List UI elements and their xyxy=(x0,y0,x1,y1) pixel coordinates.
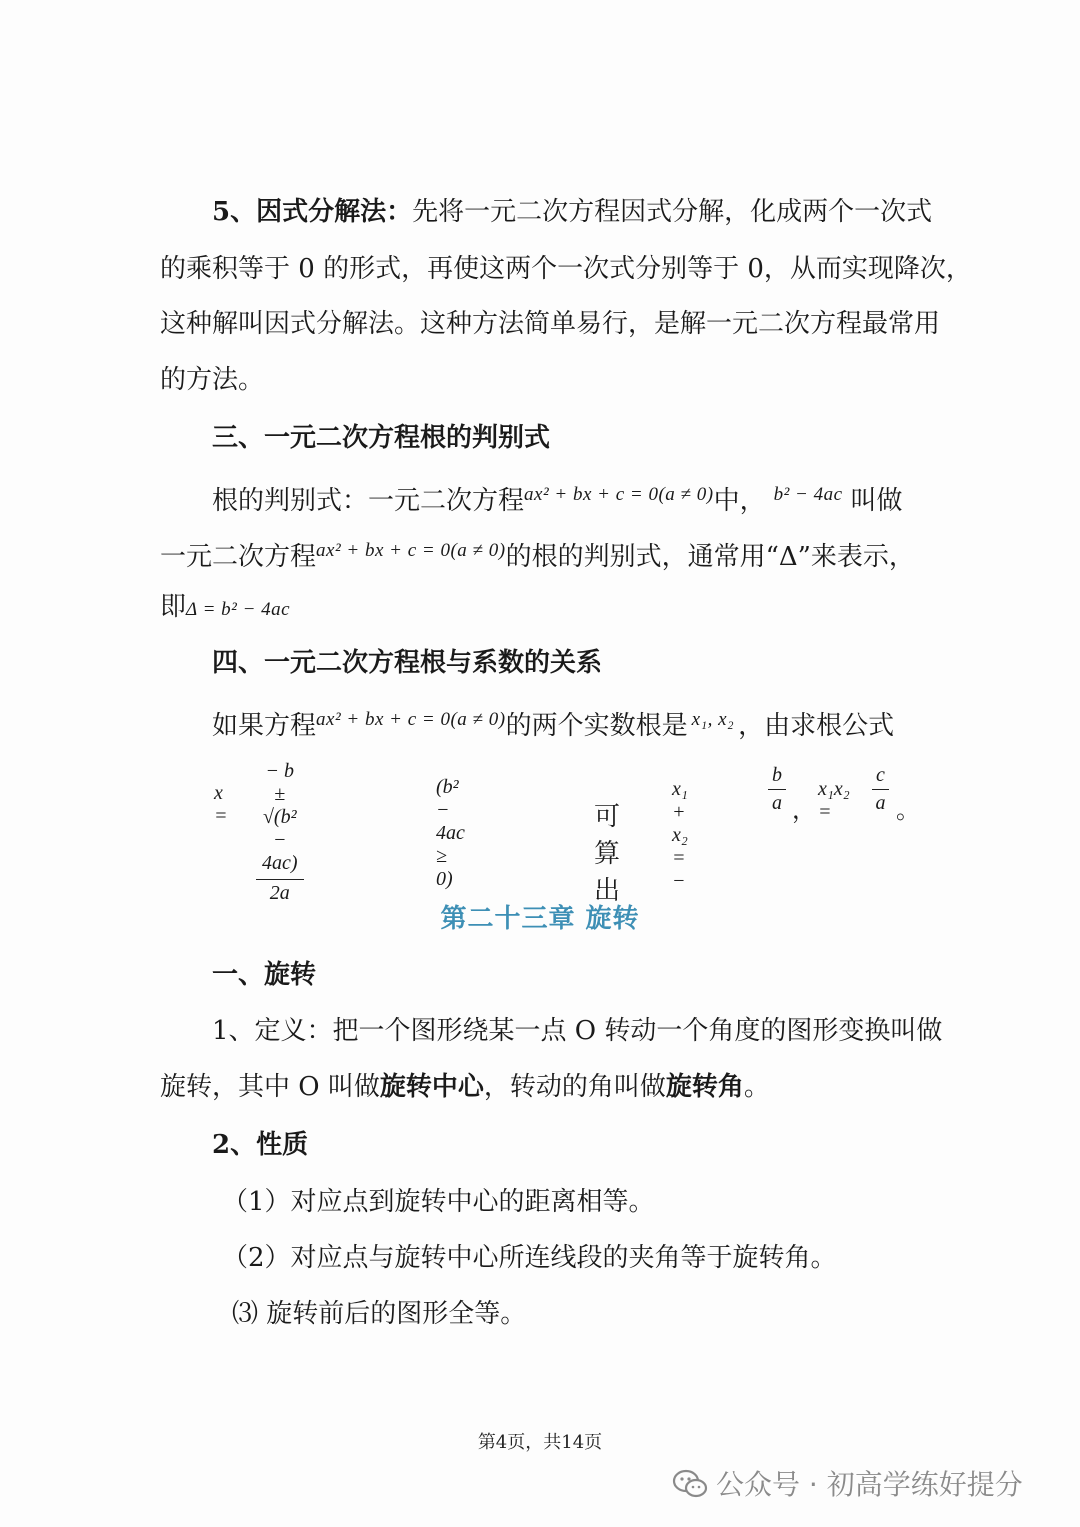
sum-fraction xyxy=(768,764,786,815)
factor-method-line-1 xyxy=(212,194,932,230)
sum-of-roots-lhs: x₁ + x₂ = − xyxy=(672,778,688,892)
discriminant-line-1 xyxy=(212,477,903,519)
vieta-text-a: 如果方程 xyxy=(212,711,317,741)
quadratic-formula-fraction xyxy=(256,760,304,905)
vieta-heading: 四、一元二次方程根与系数的关系 xyxy=(212,648,603,678)
vieta-text-b: 的两个实数根是 xyxy=(505,711,688,741)
property-2: （2）对应点与旋转中心所连线段的夹角等于旋转角。 xyxy=(222,1243,837,1273)
property-3: ⑶ 旋转前后的图形全等。 xyxy=(232,1299,527,1329)
def-text-b: ，转动的角叫做 xyxy=(483,1072,666,1102)
formula-denominator: 2a xyxy=(269,882,290,904)
term-rotation-center: 旋转中心 xyxy=(379,1072,484,1102)
sum-numerator: b xyxy=(768,764,786,790)
discriminant-line-3 xyxy=(160,589,290,628)
product-denominator: a xyxy=(875,792,886,814)
vieta-text-c: ，由求根公式 xyxy=(738,711,895,741)
rotation-definition-line-1: 1、定义：把一个图形绕某一点 O 转动一个角度的图形变换叫做 xyxy=(212,1016,943,1046)
formula-numerator: − b ± √(b² − 4ac) xyxy=(256,760,304,880)
product-numerator: c xyxy=(872,764,889,790)
property-1: （1）对应点到旋转中心的距离相等。 xyxy=(222,1187,655,1217)
watermark-text: 公众号 · 初高学练好提分 xyxy=(716,1468,1023,1501)
delta-formula: Δ = b² − 4ac xyxy=(186,599,291,620)
can-compute-text: 可算出 xyxy=(594,802,621,906)
quadratic-equation: ax² + bx + c = 0(a ≠ 0) xyxy=(524,484,714,505)
def-text-a: 旋转，其中 O 叫做 xyxy=(160,1072,380,1102)
watermark xyxy=(672,1463,1023,1503)
roots-x1-x2: x₁, x₂ xyxy=(691,709,735,730)
def-text-c: 。 xyxy=(743,1072,770,1102)
quadratic-equation-3: ax² + bx + c = 0(a ≠ 0) xyxy=(316,709,506,730)
rotation-definition-line-2 xyxy=(160,1069,770,1105)
discriminant-heading: 三、一元二次方程根的判别式 xyxy=(212,423,551,453)
vieta-line-1 xyxy=(212,702,894,744)
wechat-icon xyxy=(672,1469,708,1499)
chapter-title: 第二十三章 旋转 xyxy=(440,904,640,934)
product-fraction xyxy=(872,764,889,815)
factor-method-heading: 5、因式分解法： xyxy=(212,197,413,227)
product-of-roots-lhs: x₁x₂ = xyxy=(818,778,850,823)
discriminant-text-e: 的根的判别式，通常用“Δ”来表示， xyxy=(505,542,915,572)
properties-heading: 2、性质 xyxy=(212,1130,309,1160)
formula-x-equals: x = xyxy=(214,782,228,827)
discriminant-line-2 xyxy=(160,533,915,575)
sum-denominator: a xyxy=(772,792,782,814)
formula-comma: ， xyxy=(792,798,816,824)
discriminant-expression: b² − 4ac xyxy=(773,484,843,505)
quadratic-equation-2: ax² + bx + c = 0(a ≠ 0) xyxy=(316,540,506,561)
page-number: 第4页，共14页 xyxy=(477,1432,603,1453)
term-rotation-angle: 旋转角 xyxy=(665,1072,744,1102)
rotation-heading: 一、旋转 xyxy=(212,960,317,990)
factor-method-line-2: 的乘积等于 0 的形式，再使这两个一次式分别等于 0，从而实现降次， xyxy=(160,254,972,284)
formula-condition: (b² − 4ac ≥ 0) xyxy=(436,776,465,890)
discriminant-text-d: 一元二次方程 xyxy=(160,542,317,572)
factor-method-line-3: 这种解叫因式分解法。这种方法简单易行，是解一元二次方程最常用 xyxy=(160,309,941,339)
factor-method-line-4: 的方法。 xyxy=(160,365,265,395)
discriminant-text-f: 即 xyxy=(160,592,187,622)
factor-method-text-1: 先将一元二次方程因式分解，化成两个一次式 xyxy=(412,197,933,227)
discriminant-text-b: 中， xyxy=(713,486,766,516)
discriminant-text-c: 叫做 xyxy=(850,486,903,516)
formula-period: 。 xyxy=(896,798,920,824)
discriminant-text-a: 根的判别式：一元二次方程 xyxy=(212,486,525,516)
